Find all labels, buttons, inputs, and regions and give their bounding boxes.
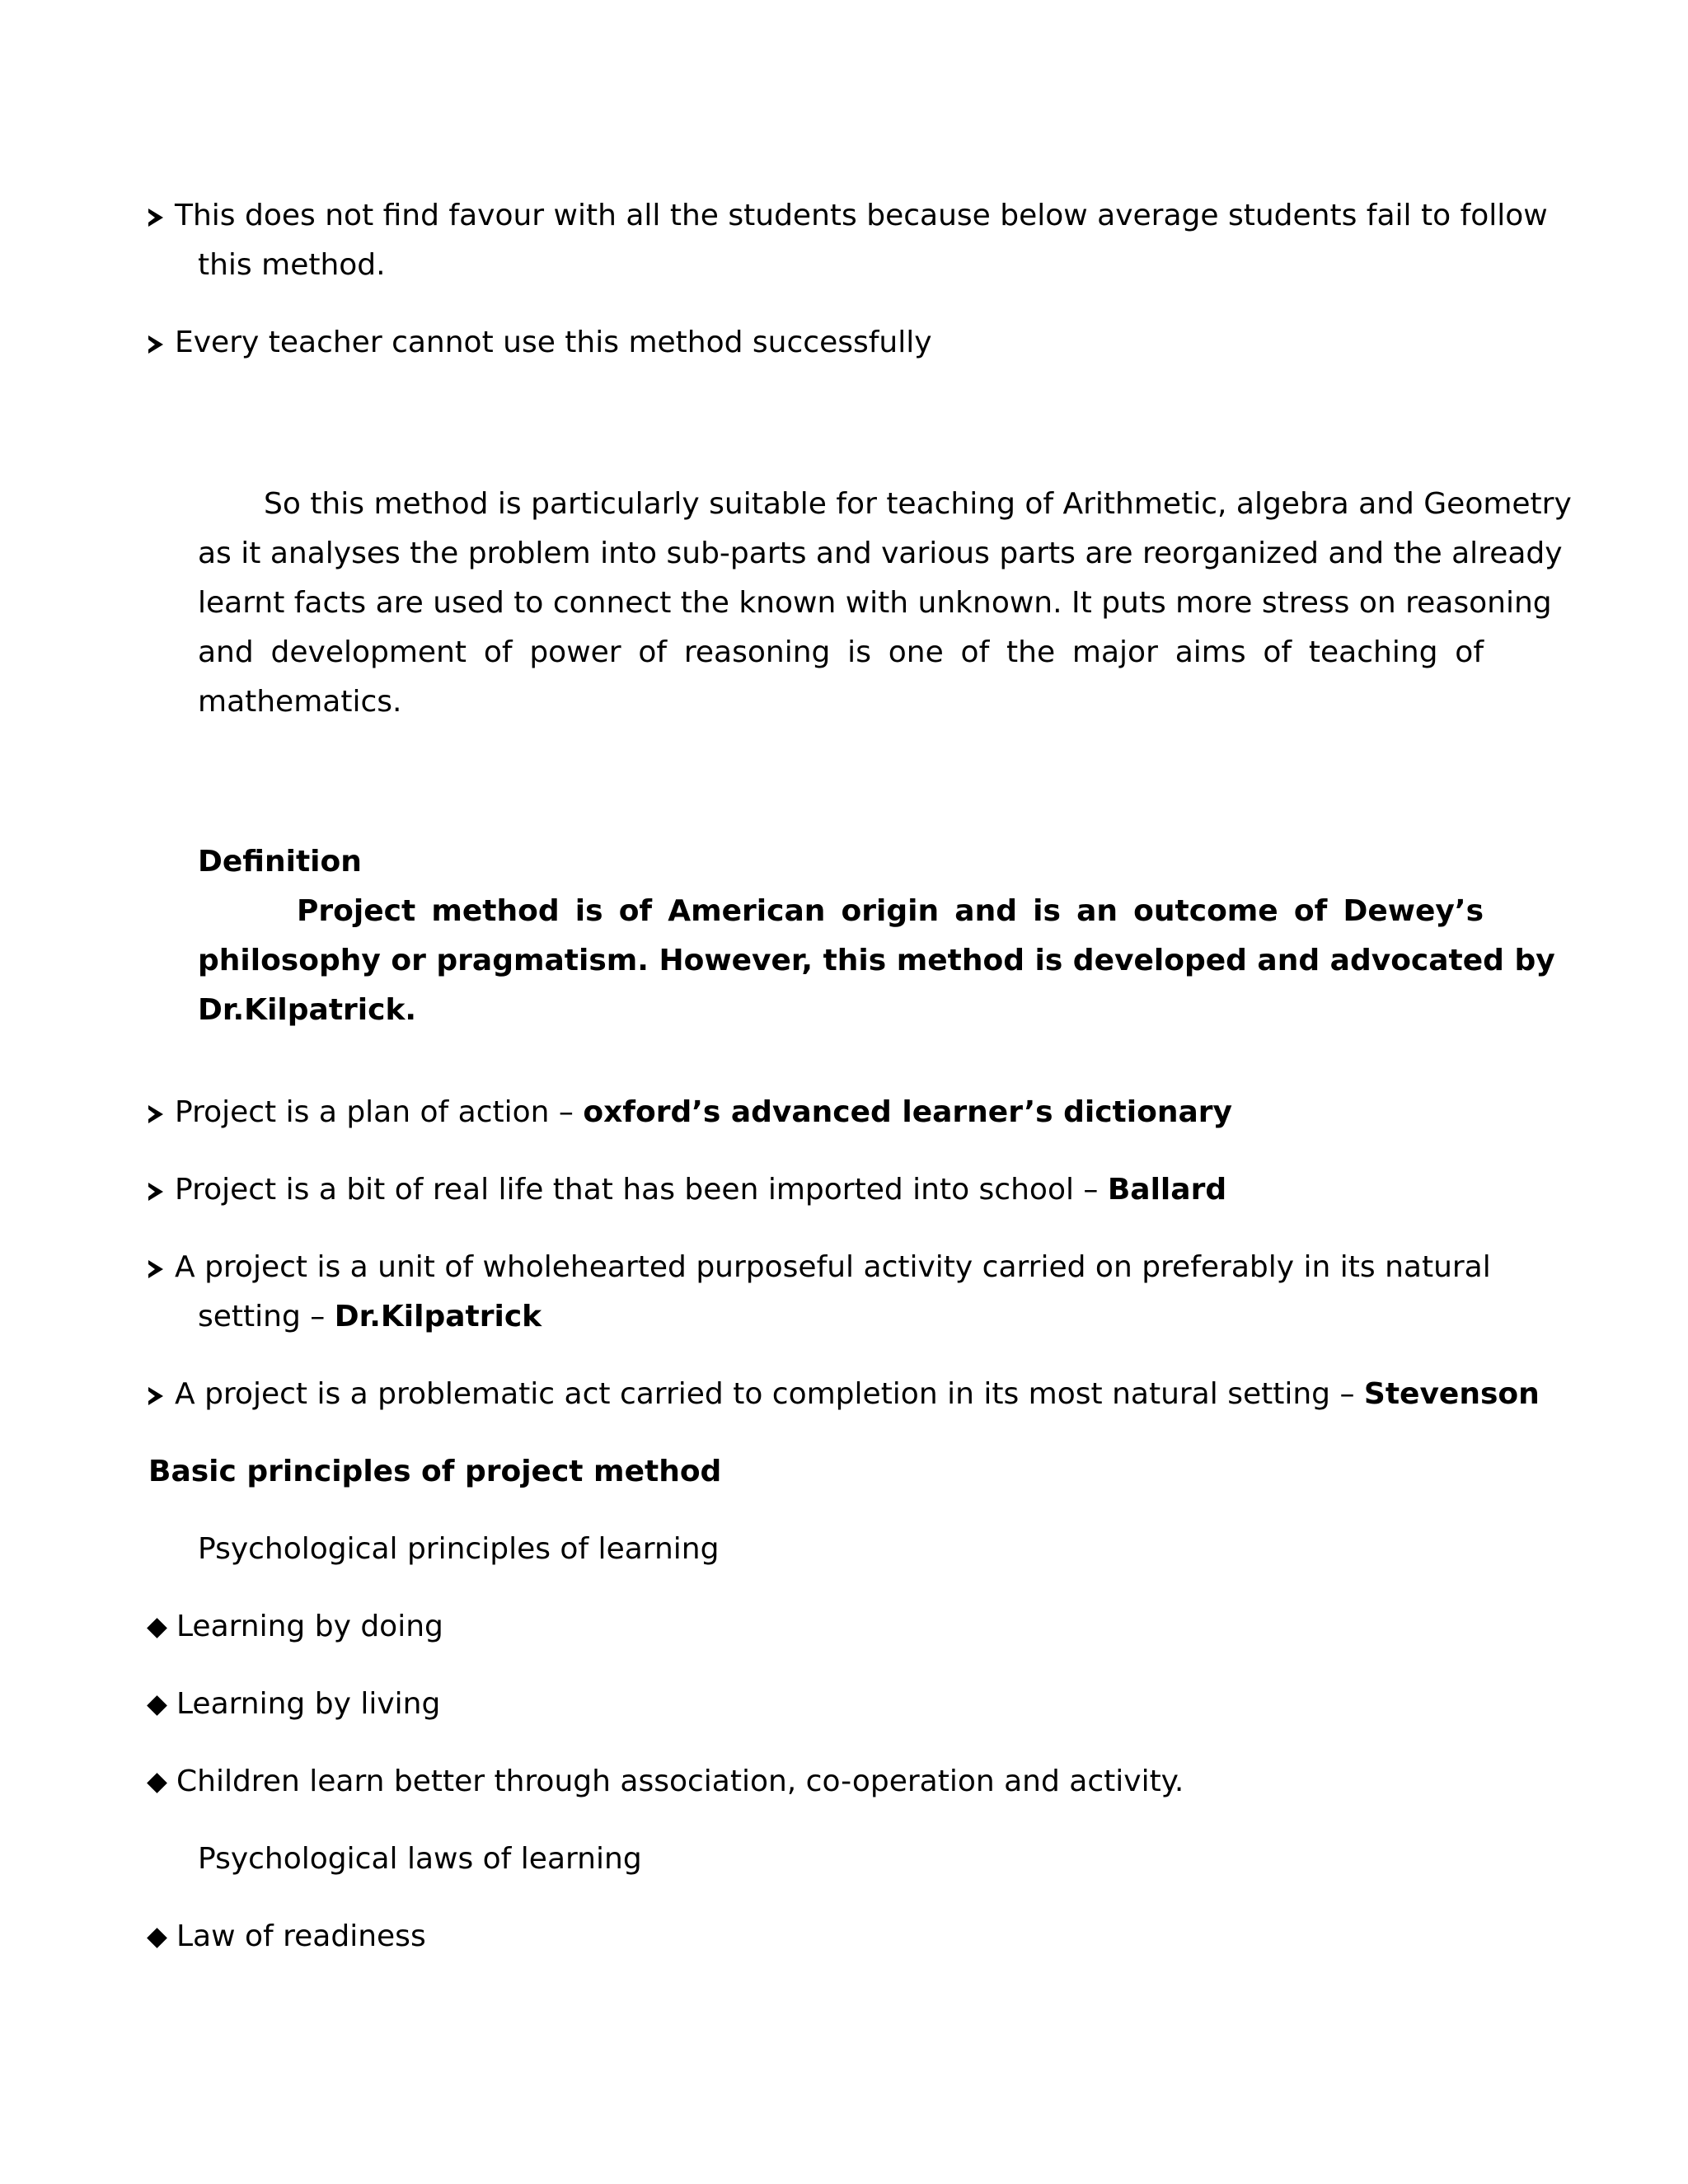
- definition-item-continued: [198, 1292, 542, 1342]
- definition-item-source: Dr.Kilpatrick: [334, 1300, 542, 1333]
- definition-heading: Definition: [198, 845, 362, 879]
- arrow-bullet-icon: [148, 335, 163, 354]
- list-item: [148, 1680, 440, 1729]
- definition-line: philosophy or pragmatism. However, this method is developed and advocated by: [198, 944, 1555, 977]
- subheading: Psychological laws of learning: [198, 1842, 642, 1876]
- paragraph-line: mathematics.: [198, 685, 402, 719]
- diamond-bullet-icon: [148, 1774, 166, 1793]
- arrow-bullet-icon: [148, 209, 163, 227]
- arrow-bullet-icon: [148, 1105, 163, 1123]
- arrow-bullet-icon: [148, 1183, 163, 1201]
- subheading: Psychological principles of learning: [198, 1532, 720, 1566]
- section-heading: Basic principles of project method: [148, 1455, 722, 1488]
- definition-item-text: Project is a bit of real life that has been imported into school –: [175, 1173, 1108, 1207]
- paragraph-line: So this method is particularly suitable for teaching of Arithmetic, algebra and Geometry: [264, 487, 1572, 521]
- bullet-text: Every teacher cannot use this method successfully: [175, 326, 932, 359]
- definition-line: Project method is of American origin and is an outcome of Dewey’s: [297, 894, 1484, 928]
- list-item-text: Learning by doing: [176, 1610, 443, 1643]
- list-item: [148, 1602, 443, 1652]
- bullet-text: This does not find favour with all the students because below average students fail to follow: [175, 199, 1548, 232]
- definition-item: [148, 1370, 1540, 1419]
- diamond-bullet-icon: [148, 1697, 166, 1715]
- definition-item-source: oxford’s advanced learner’s dictionary: [583, 1095, 1232, 1129]
- bullet-item: [148, 191, 1548, 241]
- diamond-bullet-icon: [148, 1929, 166, 1947]
- list-item-text: Law of readiness: [176, 1919, 426, 1953]
- definition-item-text: A project is a unit of wholehearted purposeful activity carried on preferably in its natural: [175, 1250, 1491, 1284]
- diamond-bullet-icon: [148, 1619, 166, 1638]
- list-item-text: Children learn better through association, co-operation and activity.: [176, 1765, 1184, 1798]
- definition-item-text: A project is a problematic act carried to completion in its most natural setting –: [175, 1377, 1364, 1411]
- bullet-text-continued: this method.: [198, 248, 386, 282]
- definition-item-source: Ballard: [1107, 1173, 1227, 1207]
- list-item: [148, 1912, 426, 1961]
- list-item-text: Learning by living: [176, 1687, 441, 1721]
- definition-item: [148, 1243, 1491, 1292]
- definition-line: Dr.Kilpatrick.: [198, 993, 417, 1027]
- list-item: [148, 1757, 1184, 1807]
- bullet-item: [148, 318, 932, 368]
- paragraph-line: and development of power of reasoning is one of the major aims of teaching of: [198, 635, 1484, 669]
- definition-item-text: setting –: [198, 1300, 335, 1333]
- definition-item: [148, 1088, 1232, 1137]
- definition-item-source: Stevenson: [1363, 1377, 1540, 1411]
- definition-item-text: Project is a plan of action –: [175, 1095, 584, 1129]
- definition-item: [148, 1165, 1226, 1215]
- paragraph-line: as it analyses the problem into sub-parts and various parts are reorganized and the already: [198, 537, 1563, 570]
- arrow-bullet-icon: [148, 1387, 163, 1405]
- arrow-bullet-icon: [148, 1260, 163, 1278]
- paragraph-line: learnt facts are used to connect the known with unknown. It puts more stress on reasoning: [198, 586, 1552, 620]
